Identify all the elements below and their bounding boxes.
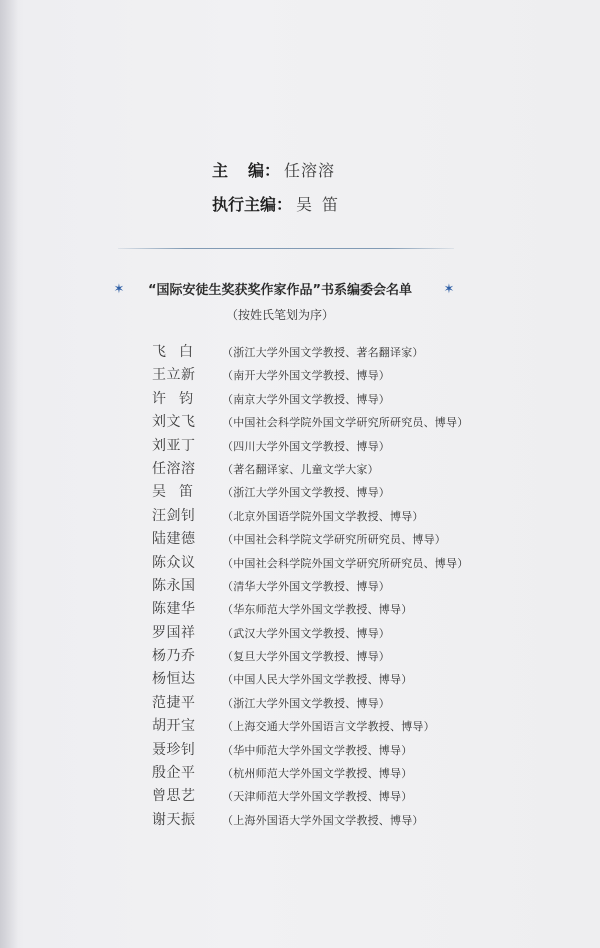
- committee-member-row: [152, 692, 482, 715]
- member-affiliation: （中国人民大学外国文学教授、博导）: [222, 673, 413, 687]
- spine-shadow: [0, 0, 18, 948]
- member-affiliation: （华中师范大学外国文学教授、博导）: [222, 743, 413, 757]
- member-affiliation: （复旦大学外国文学教授、博导）: [222, 650, 390, 664]
- committee-member-row: [152, 481, 482, 504]
- committee-member-row: [152, 528, 482, 551]
- committee-member-row: [152, 341, 482, 364]
- chief-editor-name: 任溶溶: [284, 161, 336, 180]
- series-committee-title: “国际安徒生奖获奖作家作品”书系编委会名单: [147, 283, 413, 298]
- member-affiliation: （北京外国语学院外国文学教授、博导）: [222, 509, 424, 523]
- executive-editor-name: 吴笛: [296, 195, 349, 214]
- member-name: 曾思艺: [152, 788, 196, 805]
- member-affiliation: （中国社会科学院外国文学研究所研究员、博导）: [222, 556, 469, 570]
- member-affiliation: （杭州师范大学外国文学教授、博导）: [222, 767, 413, 781]
- committee-member-row: [152, 435, 482, 458]
- star-icon: ✶: [113, 282, 125, 297]
- member-name: 罗国祥: [152, 624, 196, 641]
- member-name: 杨乃乔: [152, 648, 196, 665]
- member-affiliation: （天津师范大学外国文学教授、博导）: [222, 790, 413, 804]
- committee-member-row: [152, 668, 482, 691]
- member-name: 王立新: [152, 367, 196, 384]
- member-affiliation: （中国社会科学院外国文学研究所研究员、博导）: [222, 416, 469, 430]
- committee-member-row: [152, 505, 482, 528]
- executive-editor-line: [212, 190, 348, 220]
- member-name: 陈永国: [152, 577, 196, 594]
- member-name: 聂珍钊: [152, 741, 196, 758]
- order-note: （按姓氏笔划为序）: [225, 308, 334, 322]
- committee-member-row: [152, 598, 482, 621]
- member-name: 许钧: [152, 390, 206, 407]
- member-affiliation: （清华大学外国文学教授、博导）: [222, 579, 390, 593]
- member-name: 汪剑钊: [152, 507, 196, 524]
- committee-member-row: [152, 575, 482, 598]
- section-divider: [118, 248, 454, 249]
- member-name: 杨恒达: [152, 671, 196, 688]
- member-name: 吴笛: [152, 484, 206, 501]
- member-name: 任溶溶: [152, 460, 196, 477]
- chief-editor-label: 主编：: [212, 161, 281, 180]
- member-affiliation: （南开大学外国文学教授、博导）: [222, 369, 390, 383]
- member-name: 陈众议: [152, 554, 196, 571]
- committee-member-row: [152, 388, 482, 411]
- committee-member-row: [152, 622, 482, 645]
- member-affiliation: （武汉大学外国文学教授、博导）: [222, 626, 390, 640]
- committee-member-list: [152, 341, 482, 832]
- member-name: 范捷平: [152, 694, 196, 711]
- member-name: 刘文飞: [152, 414, 196, 431]
- committee-member-row: [152, 809, 482, 832]
- committee-member-row: [152, 715, 482, 738]
- member-name: 陈建华: [152, 601, 196, 618]
- member-affiliation: （南京大学外国文学教授、博导）: [222, 392, 390, 406]
- member-affiliation: （浙江大学外国文学教授、著名翻译家）: [222, 346, 424, 359]
- executive-editor-label: 执行主编：: [212, 195, 293, 214]
- member-affiliation: （华东师范大学外国文学教授、博导）: [222, 603, 413, 617]
- committee-member-row: [152, 458, 482, 481]
- committee-member-row: [152, 762, 482, 785]
- member-affiliation: （浙江大学外国文学教授、博导）: [222, 486, 390, 500]
- member-name: 谢天振: [152, 811, 196, 828]
- member-affiliation: （上海外国语大学外国文学教授、博导）: [222, 813, 424, 827]
- committee-member-row: [152, 364, 482, 387]
- member-affiliation: （浙江大学外国文学教授、博导）: [222, 696, 390, 710]
- chief-editor-line: [212, 156, 335, 186]
- member-name: 飞白: [152, 344, 206, 360]
- member-name: 胡开宝: [152, 718, 196, 735]
- member-affiliation: （四川大学外国文学教授、博导）: [222, 439, 390, 453]
- committee-member-row: [152, 645, 482, 668]
- member-affiliation: （中国社会科学院文学研究所研究员、博导）: [222, 533, 446, 547]
- member-affiliation: （上海交通大学外国语言文学教授、博导）: [222, 720, 435, 734]
- member-name: 陆建德: [152, 531, 196, 548]
- star-icon: ✶: [443, 282, 455, 297]
- member-name: 刘亚丁: [152, 437, 196, 454]
- committee-member-row: [152, 411, 482, 434]
- committee-member-row: [152, 552, 482, 575]
- member-name: 殷企平: [152, 765, 196, 782]
- member-affiliation: （著名翻译家、儿童文学大家）: [222, 462, 379, 476]
- committee-member-row: [152, 785, 482, 808]
- committee-member-row: [152, 739, 482, 762]
